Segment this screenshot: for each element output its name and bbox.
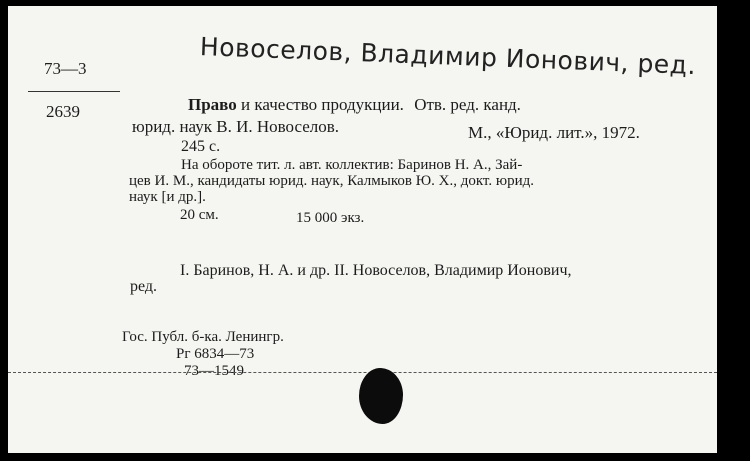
class-number: 73—3 [44, 59, 87, 78]
size: 20 см. [180, 207, 219, 223]
shelfmark-rule [28, 91, 120, 92]
entry-title: Право [188, 95, 237, 114]
author-mark: 2639 [46, 102, 80, 121]
note-line-1: На обороте тит. л. авт. коллектив: Баринов Н. А., Зай- [181, 157, 523, 173]
tracings-line-1: I. Баринов, Н. А. и др. II. Новоселов, Владимир Ионович, [180, 262, 572, 279]
print-run: 15 000 экз. [296, 210, 365, 226]
catalog-card [8, 6, 717, 453]
perforation-line [8, 372, 717, 373]
punch-hole [359, 368, 403, 424]
tracings-line-2: ред. [130, 278, 158, 295]
publication: М., «Юрид. лит.», 1972. [468, 123, 640, 142]
entry-title-rest: и качество продукции. [236, 95, 409, 114]
responsibility: Отв. ред. канд. [414, 95, 521, 114]
pages: 245 с. [181, 138, 221, 155]
library-number: 73—1549 [184, 363, 244, 379]
note-line-3: наук [и др.]. [129, 189, 206, 205]
entry-title-line [188, 96, 521, 114]
handwritten-heading: Новоселов, Владимир Ионович, ред. [199, 32, 697, 81]
note-line-2: цев И. М., кандидаты юрид. наук, Калмыков Ю. Х., докт. юрид. [129, 173, 534, 189]
entry-line-2: юрид. наук В. И. Новоселов. [132, 117, 340, 136]
library-code: Рг 6834—73 [176, 346, 255, 362]
library-name: Гос. Публ. б-ка. Ленингр. [122, 329, 284, 345]
